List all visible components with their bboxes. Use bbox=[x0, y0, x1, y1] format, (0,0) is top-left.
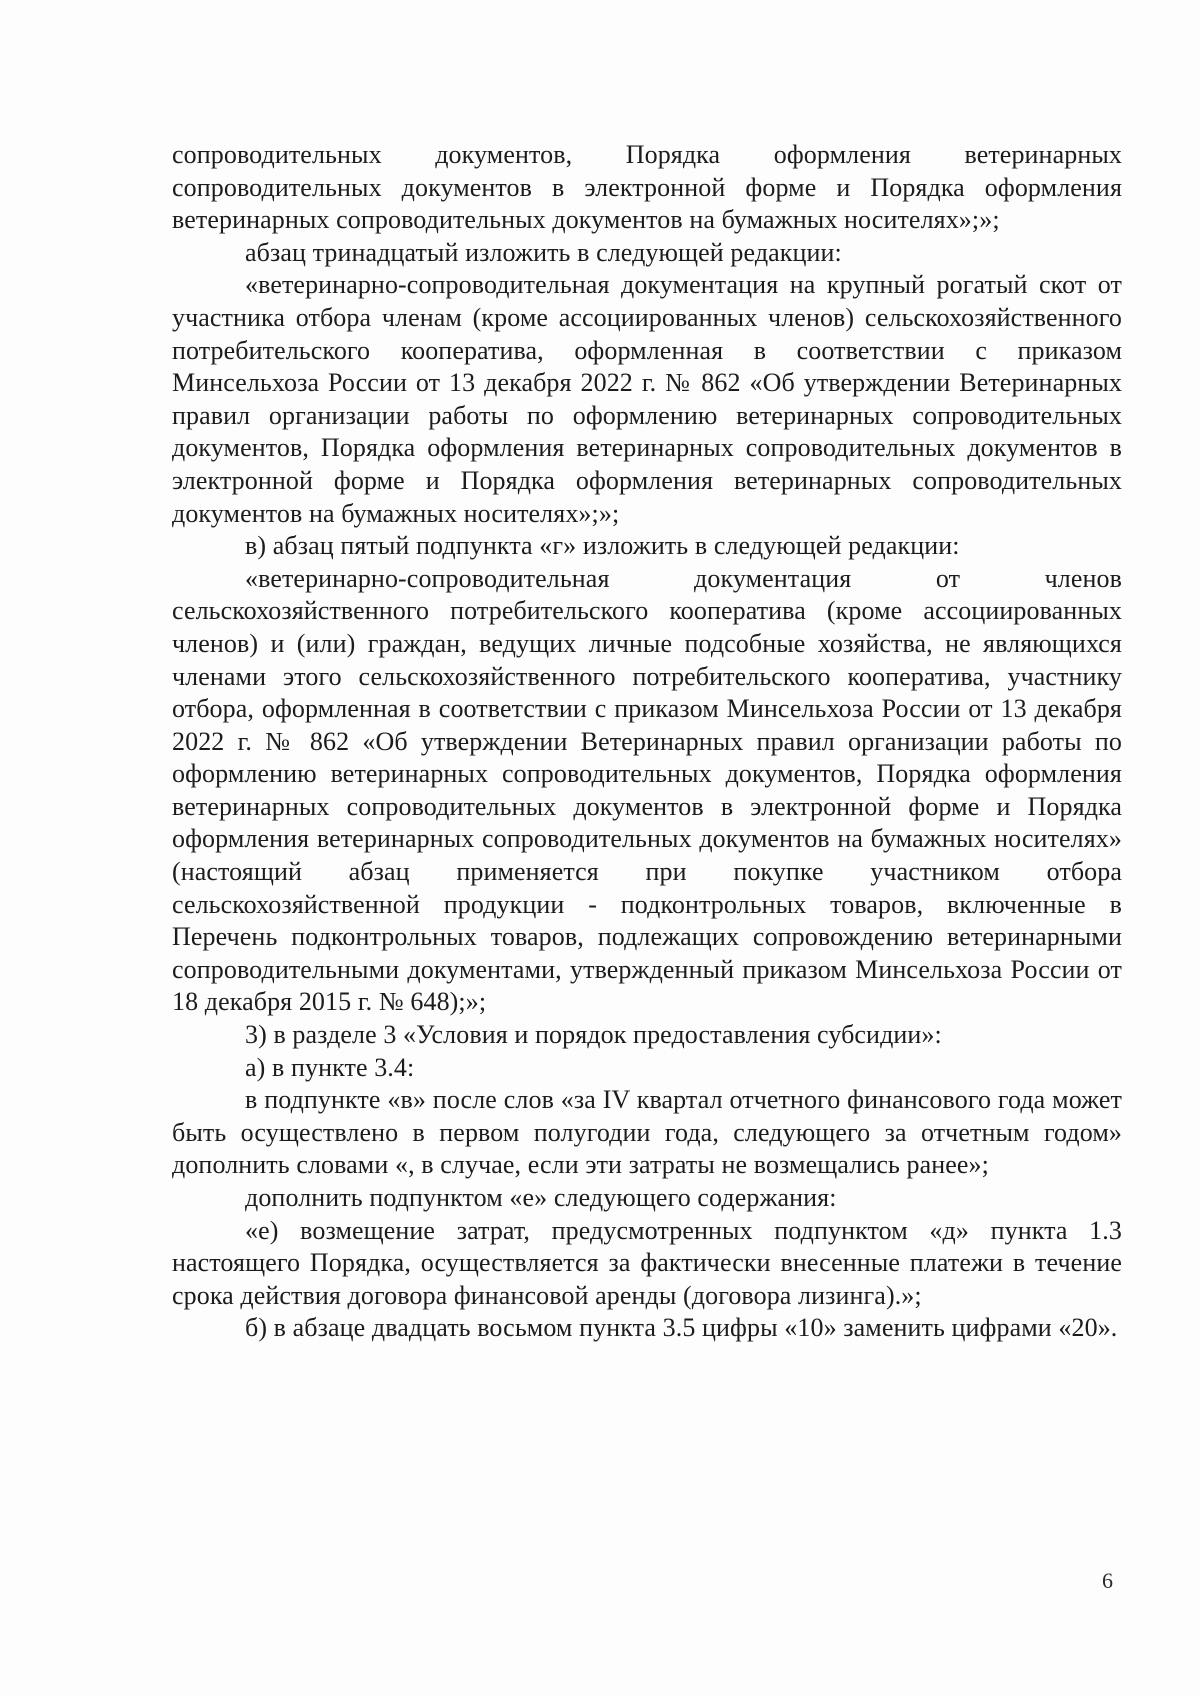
paragraph-item-a-heading: а) в пункте 3.4: bbox=[245, 1052, 415, 1082]
paragraph-item-b-amendment: б) в абзаце двадцать восьмом пункта 3.5 цифры «10» заменить цифрами «20». bbox=[245, 1313, 1118, 1343]
paragraph-vet-docs-cattle: «ветеринарно-сопроводительная документация на крупный рогатый скот от участника отбора членам (кроме ассоциированных членов) сельскохозяйственного потребительского кооператива, оформленная в соответствии с приказом Минсельхоза России от 13 декабря 2022 г. № 862 «Об утверждении Ветеринарных правил организации работы по оформлению ветеринарных сопроводительных документов, Порядка оформления ветеринарных сопроводительных документов в электронной форме и Порядка оформления ветеринарных сопроводительных документов на бумажных носителях»;»; bbox=[172, 270, 1122, 528]
paragraph-subitem-e-text: «е) возмещение затрат, предусмотренных подпунктом «д» пункта 1.3 настоящего Порядка, осуществляется за фактически внесенные платежи в течение срока действия договора финансовой аренды (договора лизинга).»; bbox=[172, 1215, 1122, 1310]
paragraph-continuation: сопроводительных документов, Порядка оформления ветеринарных сопроводительных документов в электронной форме и Порядка оформления ветеринарных сопроводительных документов на бумажных носителях»;»; bbox=[172, 140, 1122, 235]
paragraph-vet-docs-members: «ветеринарно-сопроводительная документация от членов сельскохозяйственного потребительского кооператива (кроме ассоциированных членов) и (или) граждан, ведущих личные подсобные хозяйства, не являющихся членами этого сельскохозяйственного потребительского кооператива, участнику отбора, оформленная в соответствии с приказом Минсельхоза России от 13 декабря 2022 г. № 862 «Об утверждении Ветеринарных правил организации работы по оформлению ветеринарных сопроводительных документов, Порядка оформления ветеринарных сопроводительных документов в электронной форме и Порядка оформления ветеринарных сопроводительных документов на бумажных носителях» (настоящий абзац применяется при покупке участником отбора сельскохозяйственной продукции - подконтрольных товаров, включенные в Перечень подконтрольных товаров, подлежащих сопровождению ветеринарными сопроводительными документами, утвержденный приказом Минсельхоза России от 18 декабря 2015 г. № 648);»; bbox=[172, 563, 1122, 1017]
paragraph-subitem-v-amendment: в подпункте «в» после слов «за IV квартал отчетного финансового года может быть осуществлено в первом полугодии года, следующего за отчетным годом» дополнить словами «, в случае, если эти затраты не возмещались ранее»; bbox=[172, 1085, 1122, 1180]
paragraph-abzac-13-heading: абзац тринадцатый изложить в следующей редакции: bbox=[245, 237, 842, 267]
paragraph-item-v-heading: в) абзац пятый подпункта «г» изложить в следующей редакции: bbox=[245, 531, 960, 561]
document-body bbox=[172, 139, 1122, 1345]
paragraph-section-3-heading: 3) в разделе 3 «Условия и порядок предоставления субсидии»: bbox=[245, 1020, 942, 1050]
page-number: 6 bbox=[1102, 1568, 1113, 1593]
paragraph-add-subitem-e: дополнить подпунктом «е» следующего содержания: bbox=[245, 1183, 837, 1212]
